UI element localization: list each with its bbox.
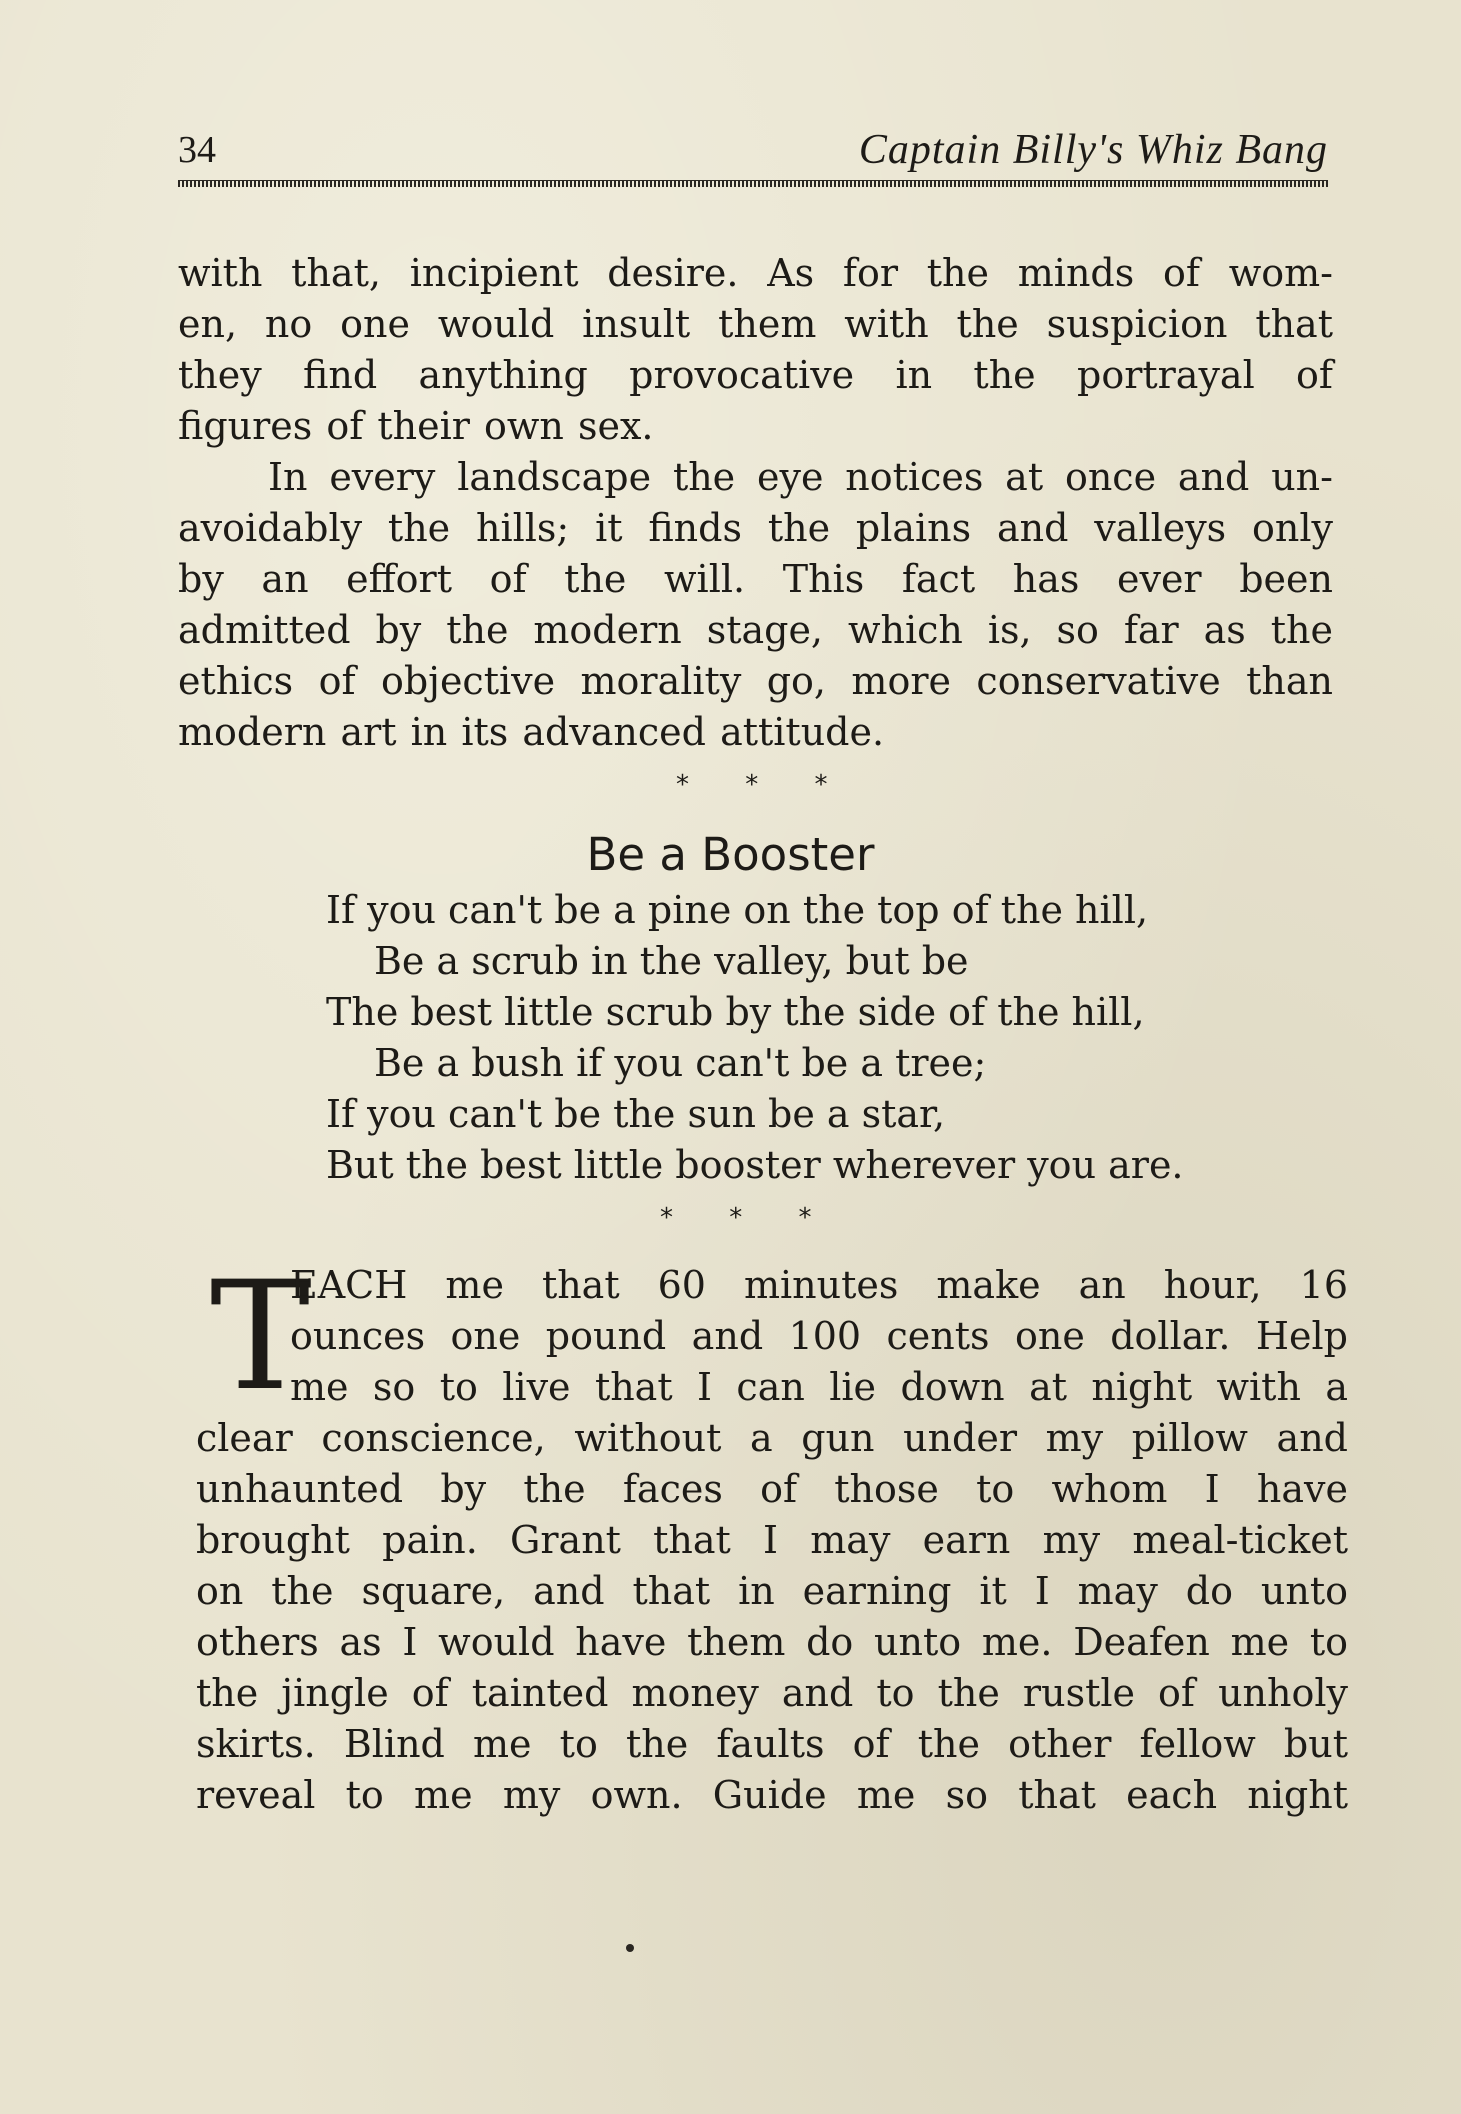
poem-line: The best little scrub by the side of the hill, [326,990,1145,1034]
section-separator: * * * [660,1203,812,1233]
text-line: ethics of objective morality go, more conservative than [178,659,1333,703]
text-line: the jingle of tainted money and to the rustle of unholy [196,1671,1348,1715]
poem-line: Be a scrub in the valley, but be [374,939,969,983]
text-line: figures of their own sex. [178,404,654,448]
text-line: by an effort of the will. This fact has ever been [178,557,1333,601]
page-header [178,118,1328,178]
poem-line: If you can't be the sun be a star, [326,1092,946,1136]
text-line: modern art in its advanced attitude. [178,710,885,754]
text-line: admitted by the modern stage, which is, so far as the [178,608,1333,652]
paragraph-landscape [178,452,1333,758]
paragraph-continuation [178,248,1333,452]
text-line: on the square, and that in earning it I may do unto [196,1569,1348,1613]
running-title: Captain Billy's Whiz Bang [858,127,1328,173]
poem-line: If you can't be a pine on the top of the hill, [326,888,1149,932]
text-line: brought pain. Grant that I may earn my meal-ticket [196,1518,1348,1562]
text-line: skirts. Blind me to the faults of the other fellow but [196,1722,1348,1766]
prayer-body [196,1413,1348,1821]
text-line: In every landscape the eye notices at once and un- [268,455,1333,499]
text-line: unhaunted by the faces of those to whom I have [196,1467,1348,1511]
page-number: 34 [178,129,216,171]
section-separator: * * * [676,770,828,800]
poem [326,885,1184,1191]
poem-line: But the best little booster wherever you are. [326,1143,1184,1187]
text-line: me so to live that I can lie down at night with a [290,1365,1348,1409]
drop-cap: T [210,1250,311,1424]
text-line: they find anything provocative in the portrayal of [178,353,1333,397]
text-line: avoidably the hills; it finds the plains and valleys only [178,506,1333,550]
text-line: reveal to me my own. Guide me so that each night [196,1773,1348,1817]
text-line: clear conscience, without a gun under my pillow and [196,1416,1348,1460]
poem-title: Be a Booster [586,828,875,881]
text-line: others as I would have them do unto me. Deafen me to [196,1620,1348,1664]
text-line: EACH me that 60 minutes make an hour, 16 [290,1263,1348,1307]
ink-speck [626,1944,634,1952]
poem-line: Be a bush if you can't be a tree; [374,1041,987,1085]
text-line: ounces one pound and 100 cents one dollar. Help [290,1314,1348,1358]
prayer-opening [290,1260,1348,1413]
text-line: en, no one would insult them with the suspicion that [178,302,1333,346]
header-rule [178,180,1328,187]
text-line: with that, incipient desire. As for the minds of wom- [178,251,1333,295]
